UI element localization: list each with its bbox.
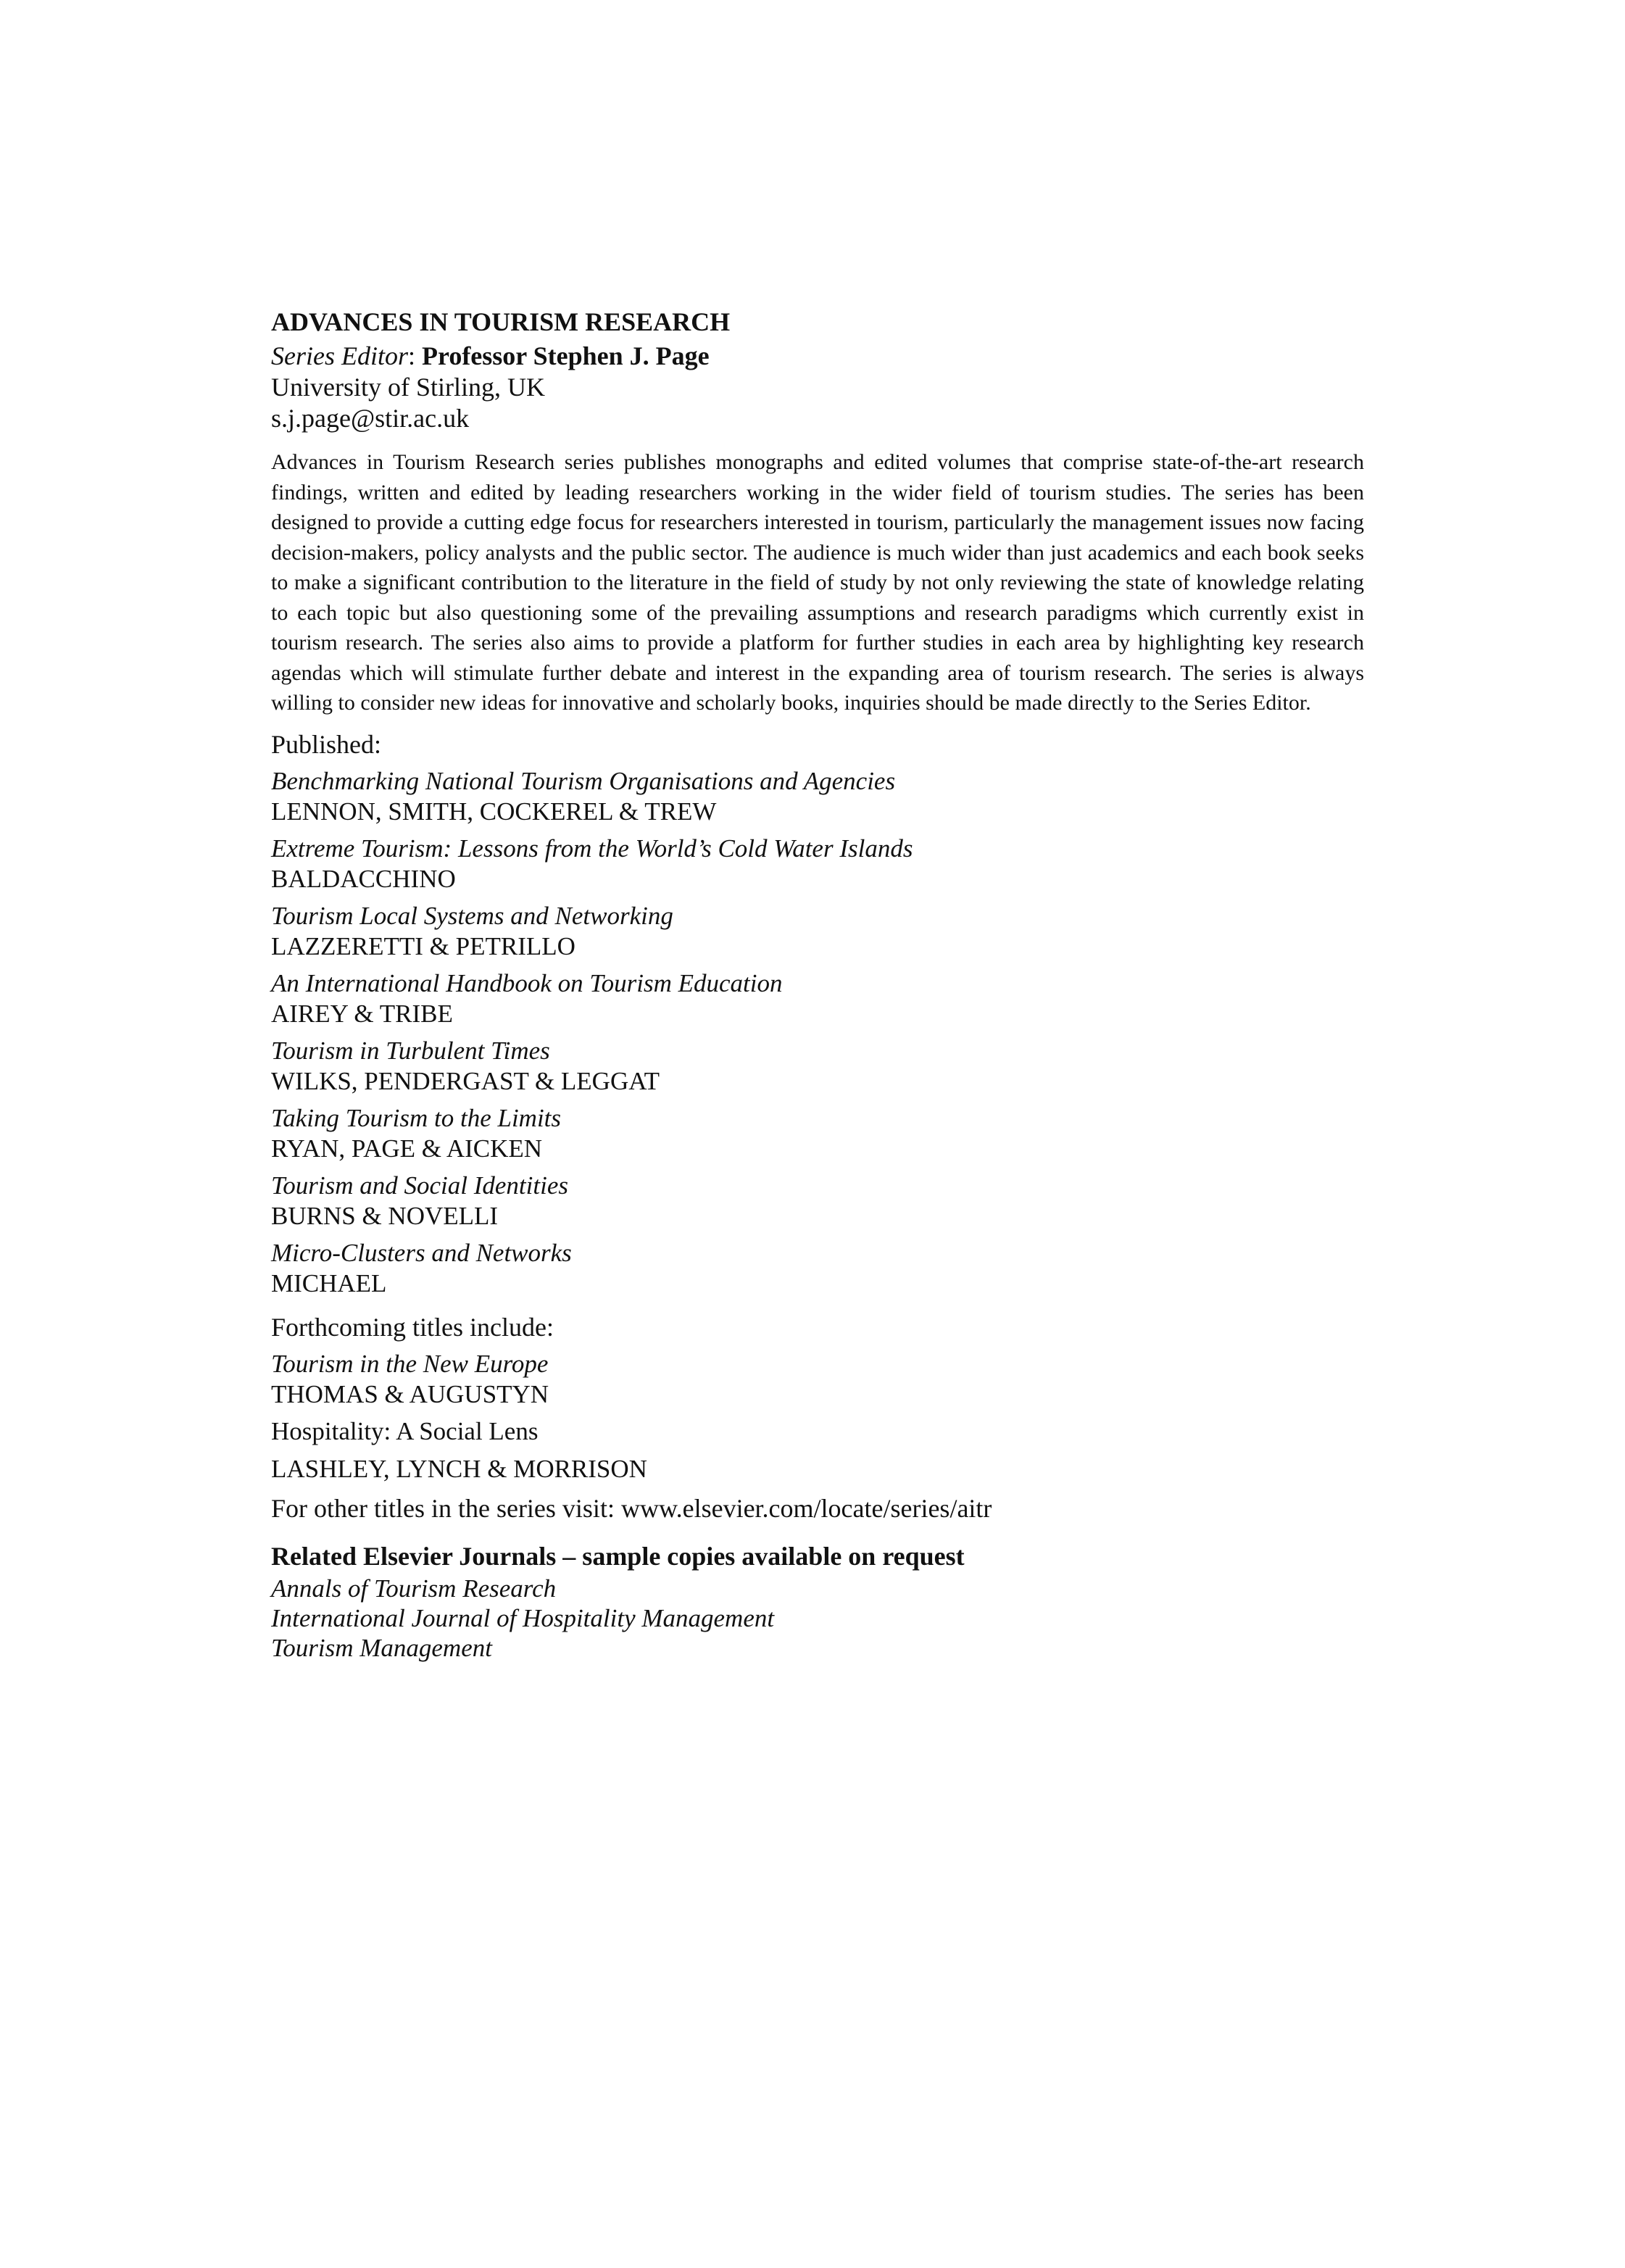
book-authors: BALDACCHINO: [271, 864, 456, 893]
series-heading: ADVANCES IN TOURISM RESEARCH: [271, 307, 731, 336]
book-title: Tourism in the New Europe: [271, 1349, 549, 1378]
book-authors: AIREY & TRIBE: [271, 999, 453, 1028]
book-authors: RYAN, PAGE & AICKEN: [271, 1134, 543, 1163]
series-editor-name: Professor Stephen J. Page: [422, 341, 710, 370]
book-title: Tourism and Social Identities: [271, 1171, 568, 1200]
published-label: Published:: [271, 729, 382, 759]
book-authors: THOMAS & AUGUSTYN: [271, 1379, 549, 1408]
published-book: [271, 1036, 1364, 1097]
forthcoming-book: [271, 1349, 1364, 1410]
book-title: Tourism Local Systems and Networking: [271, 901, 673, 930]
published-book: [271, 1238, 1364, 1299]
series-editor-line: [271, 341, 1364, 372]
front-matter-page: [271, 306, 1364, 1663]
book-authors: BURNS & NOVELLI: [271, 1201, 499, 1230]
series-description: Advances in Tourism Research series publishes monographs and edited volumes that comprise state-of-the-art research findings, written and edited by leading researchers working in the wider field of tourism studies. The series has been designed to provide a cutting edge focus for researchers interested in tourism, particularly the management issues now facing decision-makers, policy analysts and the public sector. The audience is much wider than just academics and each book seeks to make a significant contribution to the literature in the field of study by not only reviewing the state of knowledge relating to each topic but also questioning some of the prevailing assumptions and research paradigms which currently exist in tourism research. The series also aims to provide a platform for further studies in each area by highlighting key research agendas which will stimulate further debate and interest in the expanding area of tourism research. The series is always willing to consider new ideas for innovative and scholarly books, inquiries should be made directly to the Series Editor.: [271, 450, 1364, 715]
published-book: [271, 1171, 1364, 1231]
series-editor-label: Series Editor: [271, 341, 408, 370]
book-authors: LASHLEY, LYNCH & MORRISON: [271, 1454, 647, 1483]
series-editor-affiliation: University of Stirling, UK: [271, 373, 545, 402]
forthcoming-label: Forthcoming titles include:: [271, 1312, 554, 1342]
book-title: Hospitality: A Social Lens: [271, 1416, 539, 1445]
book-title: Tourism in Turbulent Times: [271, 1036, 550, 1065]
book-title: Benchmarking National Tourism Organisations and Agencies: [271, 766, 896, 795]
other-titles-note: For other titles in the series visit: www.elsevier.com/locate/series/aitr: [271, 1493, 992, 1523]
series-editor-separator: :: [407, 341, 422, 370]
published-book: [271, 968, 1364, 1029]
book-title: Micro-Clusters and Networks: [271, 1238, 572, 1267]
related-journals-list: [271, 1574, 1364, 1663]
book-title: Extreme Tourism: Lessons from the World’s Cold Water Islands: [271, 834, 913, 863]
book-title: An International Handbook on Tourism Education: [271, 968, 783, 997]
book-authors: MICHAEL: [271, 1268, 387, 1297]
published-list: [271, 766, 1364, 1299]
published-book: [271, 834, 1364, 894]
series-editor-block: [271, 341, 1364, 434]
book-title: Taking Tourism to the Limits: [271, 1103, 562, 1132]
published-book: [271, 766, 1364, 827]
forthcoming-list: [271, 1349, 1364, 1484]
published-book: [271, 1103, 1364, 1164]
book-authors: WILKS, PENDERGAST & LEGGAT: [271, 1066, 660, 1095]
book-authors: LENNON, SMITH, COCKEREL & TREW: [271, 797, 717, 826]
forthcoming-book: [271, 1416, 1364, 1484]
book-authors: LAZZERETTI & PETRILLO: [271, 931, 575, 960]
related-journals-heading: Related Elsevier Journals – sample copies available on request: [271, 1541, 965, 1571]
series-editor-email: s.j.page@stir.ac.uk: [271, 404, 470, 433]
journal-title: International Journal of Hospitality Management: [271, 1603, 775, 1632]
journal-title: Tourism Management: [271, 1633, 492, 1662]
journal-title: Annals of Tourism Research: [271, 1574, 557, 1603]
published-book: [271, 901, 1364, 962]
